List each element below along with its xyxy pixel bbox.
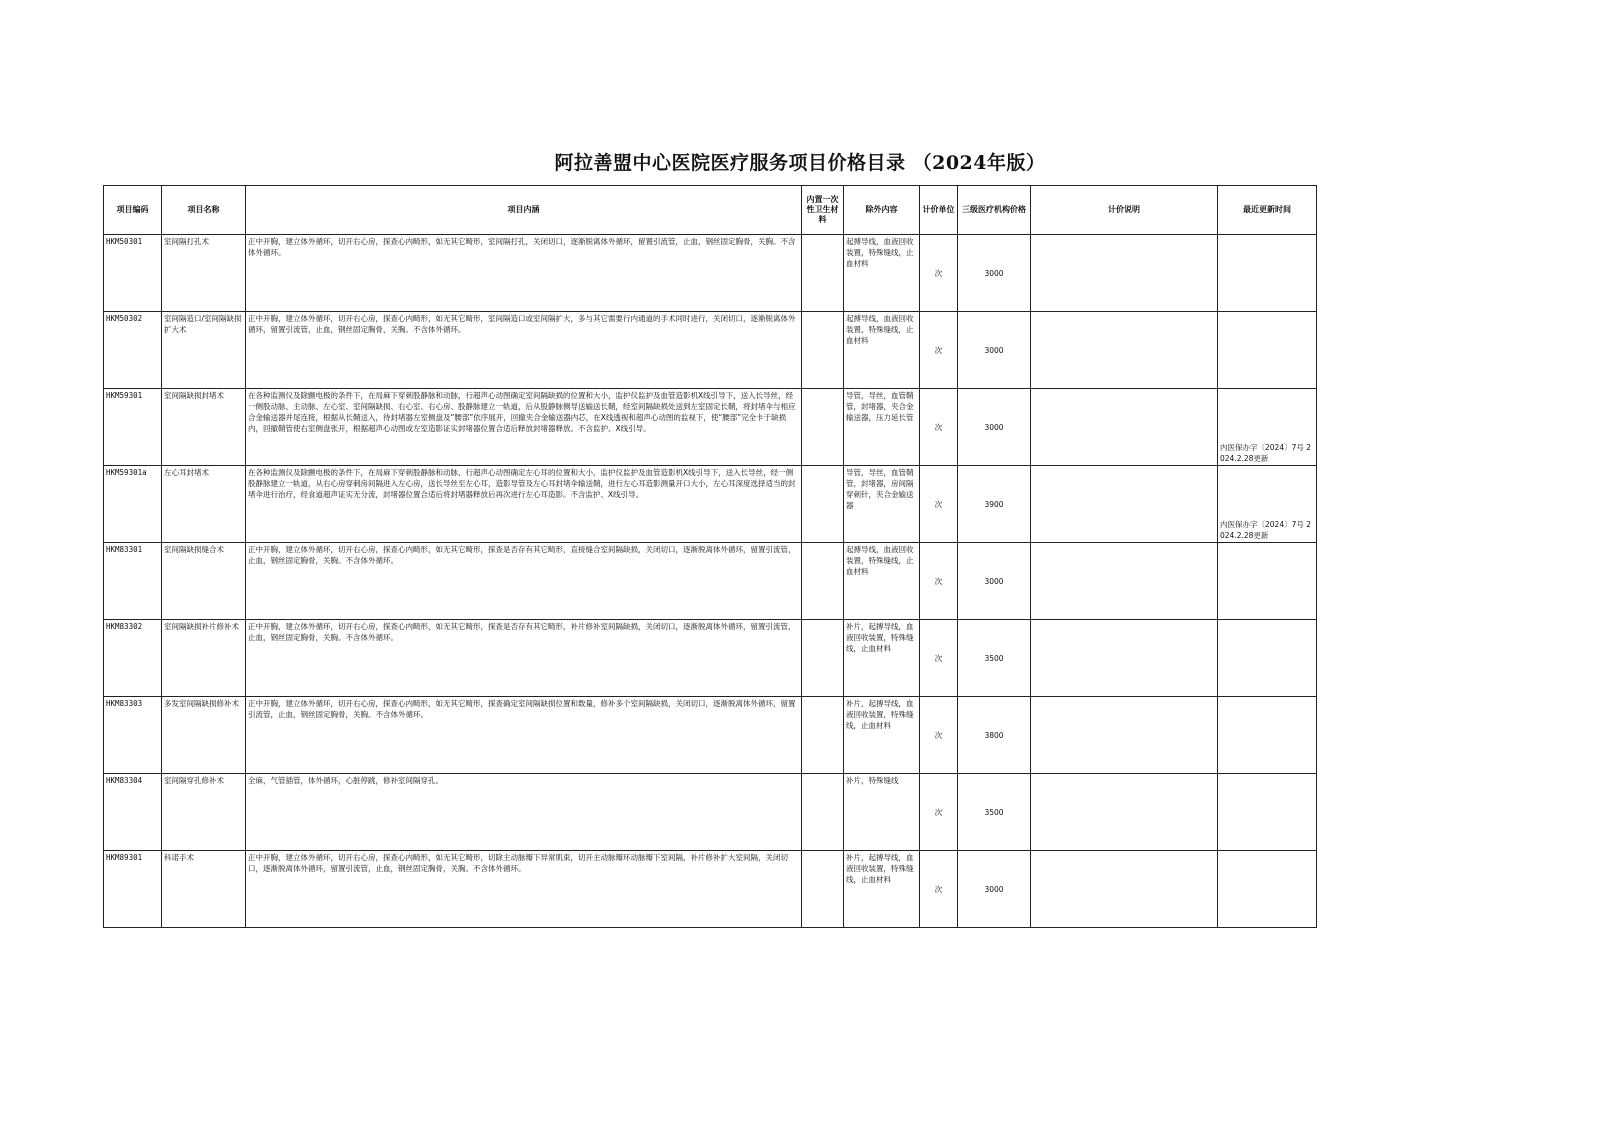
cell-unit: 次 [920, 466, 958, 543]
cell-updated [1218, 774, 1317, 851]
cell-excluded: 补片，特殊缝线 [844, 774, 920, 851]
cell-name: 多发室间隔缺损修补术 [162, 697, 246, 774]
cell-code: HKM83302 [104, 620, 162, 697]
cell-consumable [802, 697, 844, 774]
cell-content: 正中开胸，建立体外循环，切开右心房，探查心内畸形，如无其它畸形，探查确定室间隔缺损位置和数量，修补多个室间隔缺损，关闭切口，逐渐脱离体外循环，留置引流管，止血，钢丝固定胸骨，关胸。不含体外循环。 [246, 697, 802, 774]
cell-note [1031, 389, 1218, 466]
page-title: 阿拉善盟中心医院医疗服务项目价格目录 （2024年版） [554, 152, 1046, 174]
cell-note [1031, 851, 1218, 928]
table-row [104, 774, 1317, 851]
cell-note [1031, 312, 1218, 389]
cell-updated [1218, 312, 1317, 389]
cell-consumable [802, 620, 844, 697]
table-row [104, 235, 1317, 312]
cell-unit: 次 [920, 697, 958, 774]
cell-excluded: 导管，导丝，血管鞘管，封堵器，房间隔穿刺针，夹合金输送器 [844, 466, 920, 543]
header-name: 项目名称 [162, 186, 246, 235]
header-unit: 计价单位 [920, 186, 958, 235]
cell-name: 室间隔缺损封堵术 [162, 389, 246, 466]
cell-note [1031, 697, 1218, 774]
table-row [104, 389, 1317, 466]
table-row [104, 697, 1317, 774]
cell-content: 全麻，气管插管，体外循环，心脏停跳，修补室间隔穿孔。 [246, 774, 802, 851]
header-code: 项目编码 [104, 186, 162, 235]
cell-price: 3000 [958, 851, 1031, 928]
header-excluded: 除外内容 [844, 186, 920, 235]
cell-unit: 次 [920, 543, 958, 620]
cell-content: 正中开胸，建立体外循环，切开右心房，探查心内畸形，如无其它畸形，探查是否存有其它畸形，直接缝合室间隔缺损，关闭切口，逐渐脱离体外循环，留置引流管，止血，钢丝固定胸骨，关胸。不含体外循环。 [246, 543, 802, 620]
cell-unit: 次 [920, 312, 958, 389]
cell-note [1031, 235, 1218, 312]
cell-updated [1218, 543, 1317, 620]
cell-note [1031, 543, 1218, 620]
price-table [103, 185, 1317, 928]
cell-name: 室间隔打孔术 [162, 235, 246, 312]
cell-code: HKM83303 [104, 697, 162, 774]
cell-consumable [802, 466, 844, 543]
cell-excluded: 补片，起搏导线，血液回收装置，特殊缝线，止血材料 [844, 697, 920, 774]
table-row [104, 312, 1317, 389]
table-row [104, 620, 1317, 697]
cell-name: 室间隔造口/室间隔缺损扩大术 [162, 312, 246, 389]
cell-price: 3500 [958, 620, 1031, 697]
cell-excluded: 起搏导线，血液回收装置，特殊缝线，止血材料 [844, 543, 920, 620]
cell-price: 3900 [958, 466, 1031, 543]
header-price: 三级医疗机构价格 [958, 186, 1031, 235]
header-note: 计价说明 [1031, 186, 1218, 235]
cell-note [1031, 466, 1218, 543]
cell-excluded: 补片，起搏导线，血液回收装置，特殊缝线，止血材料 [844, 620, 920, 697]
cell-price: 3000 [958, 235, 1031, 312]
cell-updated [1218, 620, 1317, 697]
cell-excluded: 补片，起搏导线，血液回收装置，特殊缝线，止血材料 [844, 851, 920, 928]
cell-price: 3000 [958, 389, 1031, 466]
table-row [104, 851, 1317, 928]
cell-updated: 内医保办字〔2024〕7号 2024.2.28更新 [1218, 389, 1317, 466]
cell-unit: 次 [920, 851, 958, 928]
header-content: 项目内涵 [246, 186, 802, 235]
cell-code: HKM50302 [104, 312, 162, 389]
cell-code: HKM50301 [104, 235, 162, 312]
cell-price: 3000 [958, 543, 1031, 620]
cell-price: 3500 [958, 774, 1031, 851]
cell-content: 正中开胸，建立体外循环，切开右心房，探查心内畸形，如无其它畸形，探查是否存有其它畸形，补片修补室间隔缺损，关闭切口，逐渐脱离体外循环，留置引流管，止血，钢丝固定胸骨，关胸。不含体外循环。 [246, 620, 802, 697]
cell-updated [1218, 235, 1317, 312]
cell-consumable [802, 389, 844, 466]
cell-name: 室间隔穿孔修补术 [162, 774, 246, 851]
header-updated: 最近更新时间 [1218, 186, 1317, 235]
cell-updated [1218, 697, 1317, 774]
cell-consumable [802, 774, 844, 851]
cell-content: 正中开胸，建立体外循环，切开右心房，探查心内畸形，如无其它畸形，切除主动脉瓣下异常肌束，切开主动脉瓣环动脉瓣下室间隔，补片修补扩大室间隔，关闭切口，逐渐脱离体外循环，留置引流管，止血，钢丝固定胸骨，关胸。不含体外循环。 [246, 851, 802, 928]
cell-consumable [802, 235, 844, 312]
cell-excluded: 起搏导线，血液回收装置，特殊缝线，止血材料 [844, 235, 920, 312]
cell-unit: 次 [920, 620, 958, 697]
cell-excluded: 起搏导线，血液回收装置，特殊缝线，止血材料 [844, 312, 920, 389]
cell-name: 室间隔缺损补片修补术 [162, 620, 246, 697]
cell-name: 室间隔缺损缝合术 [162, 543, 246, 620]
header-consumable: 内置一次性卫生材料 [802, 186, 844, 235]
cell-name: 左心耳封堵术 [162, 466, 246, 543]
header-row [104, 186, 1317, 235]
cell-consumable [802, 312, 844, 389]
cell-content: 正中开胸，建立体外循环，切开右心房，探查心内畸形，如无其它畸形，室间隔造口或室间隔扩大，多与其它需要行内通道的手术同时进行，关闭切口，逐渐脱离体外循环，留置引流管，止血，钢丝固定胸骨，关胸。不含体外循环。 [246, 312, 802, 389]
cell-consumable [802, 543, 844, 620]
cell-code: HKM89301 [104, 851, 162, 928]
cell-note [1031, 774, 1218, 851]
cell-excluded: 导管，导丝，血管鞘管，封堵器，夹合金输送器，压力延长管 [844, 389, 920, 466]
cell-content: 在各种监测仪及除颤电极的条件下，在局麻下穿刺股静脉和动脉，行超声心动图确定左心耳的位置和大小，监护仪监护及血管造影机X线引导下，送入长导丝，经一侧股静脉建立一轨道，从右心房穿刺房间隔进入左心房，送长导丝至左心耳，造影导管及左心耳封堵伞输送鞘，进行左心耳造影测量开口大小，左心耳深度选择适当的封堵伞进行治疗，经食道超声证实无分流，封堵器位置合适后将封堵器释放后再次进行左心耳造影。不含监护、X线引导。 [246, 466, 802, 543]
cell-content: 正中开胸，建立体外循环，切开右心房，探查心内畸形，如无其它畸形，室间隔打孔，关闭切口，逐渐脱离体外循环，留置引流管，止血，钢丝固定胸骨，关胸。不含体外循环。 [246, 235, 802, 312]
cell-code: HKM59301 [104, 389, 162, 466]
table-row [104, 543, 1317, 620]
cell-name: 科诺手术 [162, 851, 246, 928]
cell-unit: 次 [920, 389, 958, 466]
cell-price: 3000 [958, 312, 1031, 389]
cell-unit: 次 [920, 774, 958, 851]
cell-consumable [802, 851, 844, 928]
cell-code: HKM83304 [104, 774, 162, 851]
cell-updated: 内医保办字〔2024〕7号 2024.2.28更新 [1218, 466, 1317, 543]
cell-code: HKM83301 [104, 543, 162, 620]
cell-content: 在各种监测仪及除颤电极的条件下，在局麻下穿刺股静脉和动脉，行超声心动图确定室间隔缺损的位置和大小，监护仪监护及血管造影机X线引导下，送入长导丝，经一侧股动脉、主动脉、左心室、室间隔缺损、右心室、右心房、股静脉建立一轨道，后从股静脉侧导送输送长鞘，经室间隔缺损处送到左室固定长鞘，将封堵伞与相应合金输送器并尾连接，根据从长鞘送入，待封堵器左室侧盘及“腰部”依序展开，回撤夹合金输送器内芯，在X线透视和超声心动图的监视下，使“腰部”完全卡于缺损内，回撤鞘管使右室侧盘张开，根据超声心动图或左室造影证实封堵器位置合适后释放封堵器释放。不含监护、X线引导。 [246, 389, 802, 466]
cell-updated [1218, 851, 1317, 928]
cell-unit: 次 [920, 235, 958, 312]
table-row [104, 466, 1317, 543]
cell-note [1031, 620, 1218, 697]
cell-code: HKM59301a [104, 466, 162, 543]
cell-price: 3800 [958, 697, 1031, 774]
